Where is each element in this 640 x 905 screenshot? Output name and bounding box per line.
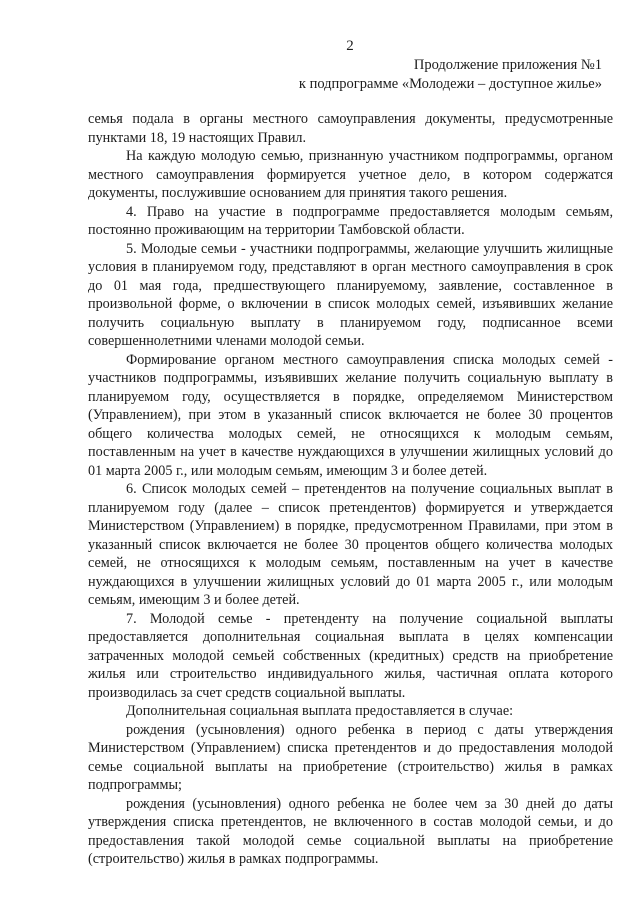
paragraph-9: рождения (усыновления) одного ребенка в период с даты утверждения Министерством (Управлением) списка претендентов и до предоставления молодой семье социальной выплаты на приобретение (строительство) жилья в рамках подпрограммы; [88, 721, 613, 793]
header-line-1: Продолжение приложения №1 [413, 57, 602, 73]
document-body [88, 110, 613, 869]
paragraph-7: 7. Молодой семье - претенденту на получение социальной выплаты предоставляется дополнительная социальная выплата в целях компенсации затраченных молодой семьей собственных (кредитных) средств на приобретение жилья или строительство индивидуального жилья, частичная оплата которого производилась за счет средств социальной выплаты. [88, 610, 613, 701]
paragraph-3: 4. Право на участие в подпрограмме предоставляется молодым семьям, постоянно проживающим на территории Тамбовской области. [88, 203, 613, 238]
paragraph-1: семья подала в органы местного самоуправления документы, предусмотренные пунктами 18, 19 настоящих Правил. [88, 111, 613, 146]
paragraph-2: На каждую молодую семью, признанную участником подпрограммы, органом местного самоуправления формируется учетное дело, в котором содержатся документы, послужившие основанием для принятия такого решения. [88, 148, 613, 201]
header-line-2: к подпрограмме «Молодежи – доступное жилье» [298, 76, 602, 92]
paragraph-6: 6. Список молодых семей – претендентов на получение социальных выплат в планируемом году (далее – список претендентов) формируется и утверждается Министерством (Управлением) в порядке, предусмотренном Правилами, при этом в указанный список включается не более 30 процентов общего количества молодых семей, не относящихся к молодым семьям, поставленным на учет в качестве нуждающихся в улучшении жилищных условий до 01 марта 2005 г., или молодым семьям, имеющим 3 и более детей. [88, 481, 613, 608]
paragraph-10: рождения (усыновления) одного ребенка не более чем за 30 дней до даты утверждения списка претендентов, не включенного в состав молодой семьи, и до предоставления такой молодой семье социальной выплаты на приобретение (строительство) жилья в рамках подпрограммы. [88, 795, 613, 867]
appendix-header [299, 56, 602, 94]
paragraph-4: 5. Молодые семьи - участники подпрограммы, желающие улучшить жилищные условия в планируемом году, представляют в орган местного самоуправления в срок до 01 мая года, предшествующего планируемому, заявление, составленное в произвольной форме, о включении в список молодых семей, изъявивших желание получить социальную выплату в планируемом году, подписанное всеми совершеннолетними членами молодой семьи. [88, 240, 613, 349]
page-number: 2 [346, 38, 354, 54]
paragraph-5: Формирование органом местного самоуправления списка молодых семей - участников подпрограммы, изъявивших желание получить социальную выплату в планируемом году, осуществляется в порядке, определяемом Министерством (Управлением), при этом в указанный список включается не более 30 процентов общего количества молодых семей, не относящихся к молодым семьям, поставленным на учет в качестве нуждающихся в улучшении жилищных условий до 01 марта 2005 г., или молодым семьям, имеющим 3 и более детей. [88, 351, 613, 479]
paragraph-8: Дополнительная социальная выплата предоставляется в случае: [126, 703, 514, 719]
